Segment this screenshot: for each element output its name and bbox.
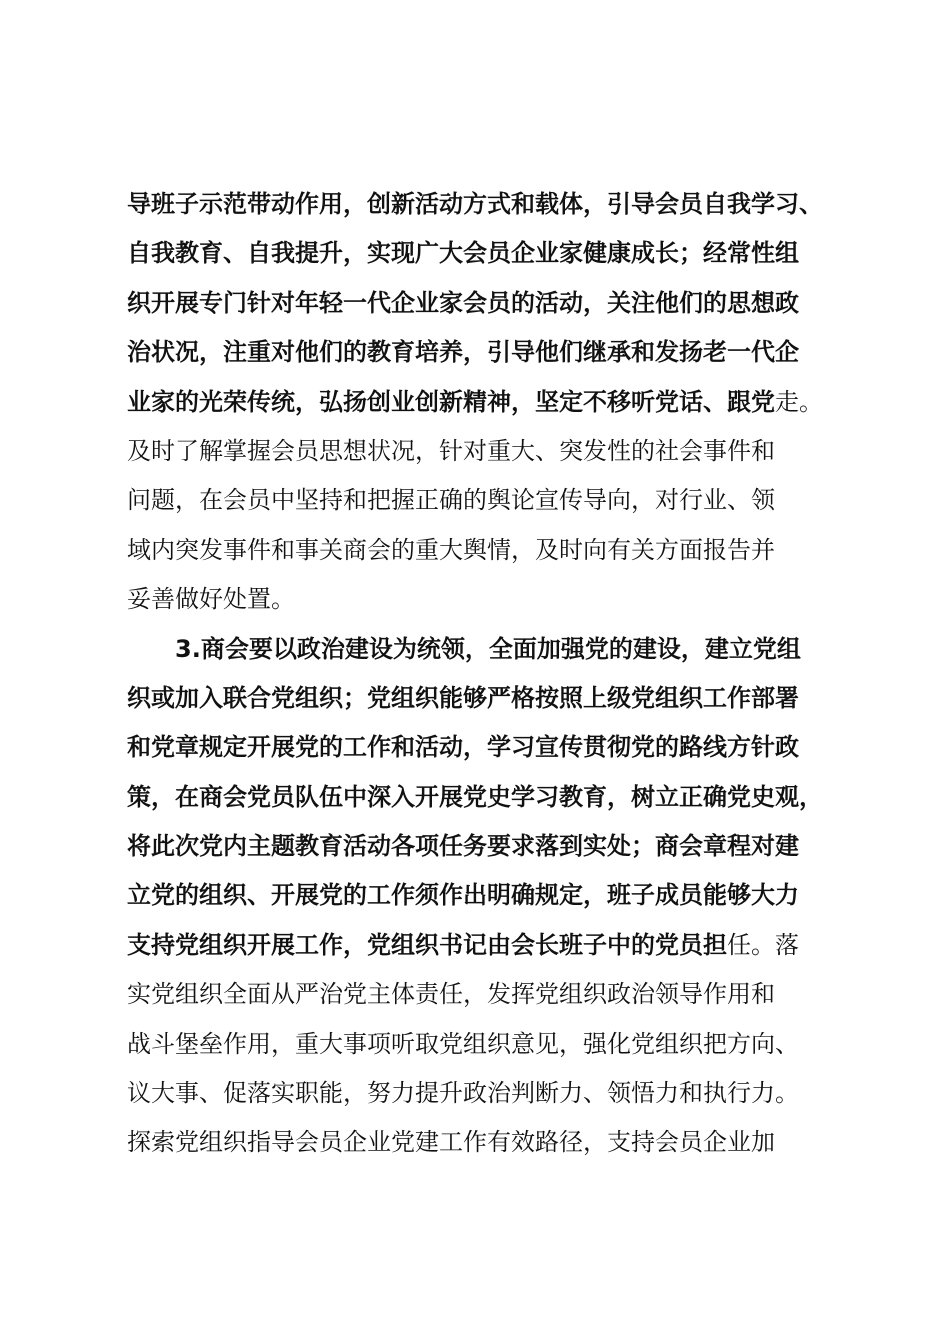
text-line (127, 575, 847, 624)
text-line (127, 427, 847, 476)
bold-text-segment: 织或加入联合党组织；党组织能够严格按照上级党组织工作部署 (127, 683, 799, 712)
text-line (127, 229, 847, 278)
bold-text-segment: 自我教育、自我提升，实现广大会员企业家健康成长；经常性组 (127, 239, 799, 268)
text-line (127, 1069, 847, 1118)
text-segment: 及时了解掌握会员思想状况，针对重大、突发性的社会事件和 (127, 436, 775, 465)
text-line (127, 723, 847, 772)
bold-text-segment: 支持党组织开展工作，党组织书记由会长班子中的党员担 (127, 930, 727, 959)
text-segment: 战斗堡垒作用，重大事项听取党组织意见，强化党组织把方向、 (127, 1029, 799, 1058)
text-line (127, 822, 847, 871)
text-line (127, 674, 847, 723)
bold-text-segment: 3.商会要以政治建设为统领，全面加强党的建设，建立党组 (175, 634, 801, 663)
text-line (127, 871, 847, 920)
text-line (127, 625, 847, 674)
bold-text-segment: 立党的组织、开展党的工作须作出明确规定，班子成员能够大力 (127, 881, 799, 910)
text-segment: 妥善做好处置。 (127, 585, 295, 614)
bold-text-segment: 织开展专门针对年轻一代企业家会员的活动，关注他们的思想政 (127, 288, 799, 317)
text-segment: 任。落 (727, 930, 799, 959)
text-line (127, 526, 847, 575)
bold-text-segment: 业家的光荣传统，弘扬创业创新精神，坚定不移听党话、跟党 (127, 387, 775, 416)
bold-text-segment: 治状况，注重对他们的教育培养，引导他们继承和发扬老一代企 (127, 338, 799, 367)
text-line (127, 180, 847, 229)
bold-text-segment: 和党章规定开展党的工作和活动，学习宣传贯彻党的路线方针政 (127, 733, 799, 762)
body-text (127, 180, 847, 1168)
text-segment: 域内突发事件和事关商会的重大舆情，及时向有关方面报告并 (127, 535, 775, 564)
bold-text-segment: 策，在商会党员队伍中深入开展党史学习教育，树立正确党史观， (127, 782, 823, 811)
text-segment: 走。 (775, 387, 823, 416)
text-line (127, 476, 847, 525)
text-line (127, 1118, 847, 1167)
bold-text-segment: 将此次党内主题教育活动各项任务要求落到实处；商会章程对建 (127, 832, 799, 861)
bold-text-segment: 导班子示范带动作用，创新活动方式和载体，引导会员自我学习、 (127, 190, 823, 218)
text-line (127, 328, 847, 377)
text-line (127, 1020, 847, 1069)
text-line (127, 970, 847, 1019)
text-segment: 实党组织全面从严治党主体责任，发挥党组织政治领导作用和 (127, 980, 775, 1009)
text-line (127, 773, 847, 822)
text-line (127, 921, 847, 970)
text-segment: 议大事、促落实职能，努力提升政治判断力、领悟力和执行力。 (127, 1079, 799, 1108)
text-line (127, 378, 847, 427)
text-segment: 探索党组织指导会员企业党建工作有效路径，支持会员企业加 (127, 1128, 775, 1157)
text-segment: 问题，在会员中坚持和把握正确的舆论宣传导向，对行业、领 (127, 486, 775, 515)
text-line (127, 279, 847, 328)
